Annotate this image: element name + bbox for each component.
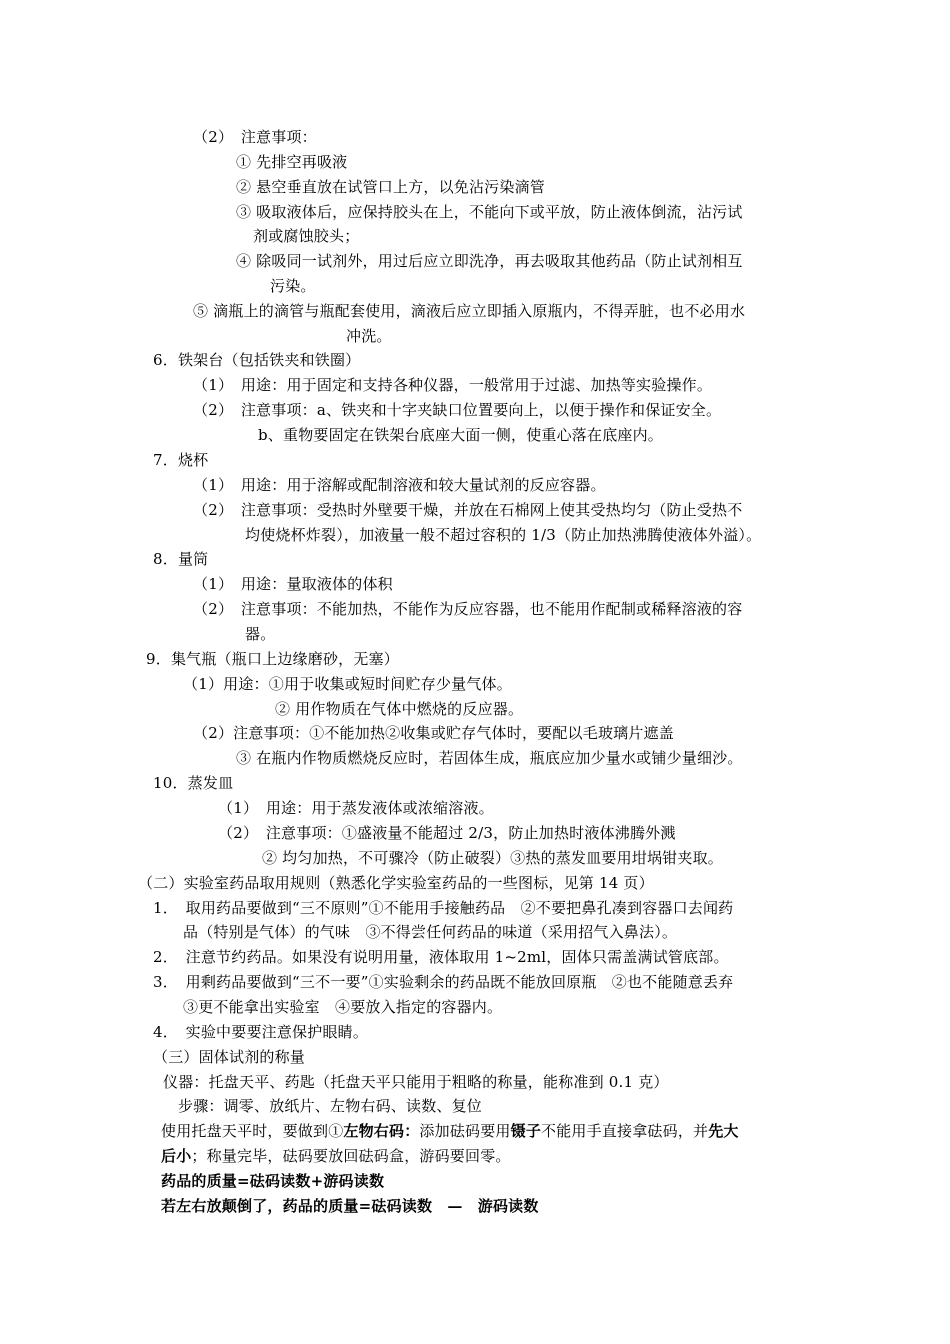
text-line: 1． 取用药品要做到“三不原则”①不能用手接触药品 ②不要把鼻孔凑到容器口去闻药	[153, 899, 734, 917]
text-line: 4． 实验中要要注意保护眼睛。	[153, 1023, 369, 1041]
text-line: b、重物要固定在铁架台底座大面一侧，使重心落在底座内。	[258, 426, 664, 444]
text-line: （1） 用途：用于蒸发液体或浓缩溶液。	[218, 799, 494, 817]
section-heading: 10．蒸发皿	[153, 774, 234, 792]
text-line: （1） 用途：用于溶解或配制溶液和较大量试剂的反应容器。	[193, 476, 606, 494]
text-line: （2） 注意事项：①盛液量不能超过 2/3，防止加热时液体沸腾外溅	[218, 824, 676, 842]
text-line: （2） 注意事项：a、铁夹和十字夹缺口位置要向上，以便于操作和保证安全。	[193, 401, 722, 419]
text-line: ③ 在瓶内作物质燃烧反应时，若固体生成，瓶底应加少量水或铺少量细沙。	[236, 749, 743, 767]
text-line: 仪器：托盘天平、药匙（托盘天平只能用于粗略的称量，能称准到 0.1 克）	[163, 1073, 669, 1091]
section-heading: （二）实验室药品取用规则（熟悉化学实验室药品的一些图标，见第 14 页）	[138, 874, 654, 892]
section-heading: 7．烧杯	[153, 451, 209, 469]
text-line: 品（特别是气体）的气味 ③不得尝任何药品的味道（采用招气入鼻法）。	[183, 923, 678, 941]
text-run: ；称量完毕，砝码要放回砝码盒，游码要回零。	[191, 1147, 511, 1165]
bold-run: 后小	[161, 1147, 192, 1165]
text-line: ② 悬空垂直放在试管口上方，以免沾污染滴管	[236, 178, 545, 196]
text-line: （1）用途：①用于收集或短时间贮存少量气体。	[183, 675, 512, 693]
rich-text-line	[161, 1121, 739, 1141]
section-heading: 9．集气瓶（瓶口上边缘磨砂，无塞）	[146, 650, 399, 668]
text-line: （1） 用途：量取液体的体积	[193, 575, 393, 593]
section-heading: 8．量筒	[153, 550, 209, 568]
bold-run: 左物右码：	[343, 1122, 420, 1140]
formula-line: 若左右放颠倒了，药品的质量=砝码读数 — 游码读数	[161, 1197, 539, 1215]
text-line: 均使烧杯炸裂），加液量一般不超过容积的 1/3（防止加热沸腾使液体外溢）。	[245, 526, 762, 544]
text-line: （2） 注意事项：	[193, 128, 317, 146]
text-line: ② 均匀加热，不可骤冷（防止破裂）③热的蒸发皿要用坩埚钳夹取。	[262, 849, 723, 867]
text-line: （2） 注意事项：不能加热，不能作为反应容器，也不能用作配制或稀释溶液的容	[193, 600, 743, 618]
section-heading: （三）固体试剂的称量	[153, 1048, 306, 1066]
text-line: 2． 注意节约药品。如果没有说明用量，液体取用 1~2ml，固体只需盖满试管底部。	[153, 948, 729, 966]
text-line: 污染。	[270, 277, 316, 295]
text-line: 器。	[245, 625, 276, 643]
text-line: ③更不能拿出实验室 ④要放入指定的容器内。	[183, 998, 503, 1016]
text-line: （2） 注意事项：受热时外壁要干燥，并放在石棉网上使其受热均匀（防止受热不	[193, 501, 743, 519]
text-line: 3． 用剩药品要做到“三不一要”①实验剩余的药品既不能放回原瓶 ②也不能随意丢弃	[153, 973, 734, 991]
text-line: ③ 吸取液体后，应保持胶头在上，不能向下或平放，防止液体倒流，沾污试	[236, 203, 743, 221]
bold-run: 镊子	[510, 1122, 542, 1140]
text-line: （2）注意事项：①不能加热②收集或贮存气体时，要配以毛玻璃片遮盖	[193, 724, 674, 742]
bold-run: 先大	[708, 1122, 739, 1140]
text-line: ④ 除吸同一试剂外，用过后应立即洗净，再去吸取其他药品（防止试剂相互	[236, 252, 743, 270]
text-line: ② 用作物质在气体中燃烧的反应器。	[275, 700, 524, 718]
text-line: ⑤ 滴瓶上的滴管与瓶配套使用，滴液后应立即插入原瓶内，不得弄脏，也不必用水	[193, 302, 746, 320]
section-heading: 6．铁架台（包括铁夹和铁圈）	[153, 351, 361, 369]
formula-line: 药品的质量=砝码读数+游码读数	[161, 1172, 385, 1190]
text-line: 冲洗。	[346, 327, 392, 345]
text-run: 添加砝码要用	[419, 1122, 511, 1140]
text-run: 使用托盘天平时，要做到①	[161, 1122, 344, 1140]
text-line: 剂或腐蚀胶头；	[253, 227, 360, 245]
text-run: 不能用手直接拿砝码，并	[541, 1122, 709, 1140]
text-line: （1） 用途：用于固定和支持各种仪器，一般常用于过滤、加热等实验操作。	[193, 376, 713, 394]
rich-text-line	[161, 1146, 511, 1166]
text-line: 步骤：调零、放纸片、左物右码、读数、复位	[178, 1097, 483, 1115]
text-line: ① 先排空再吸液	[236, 153, 348, 171]
